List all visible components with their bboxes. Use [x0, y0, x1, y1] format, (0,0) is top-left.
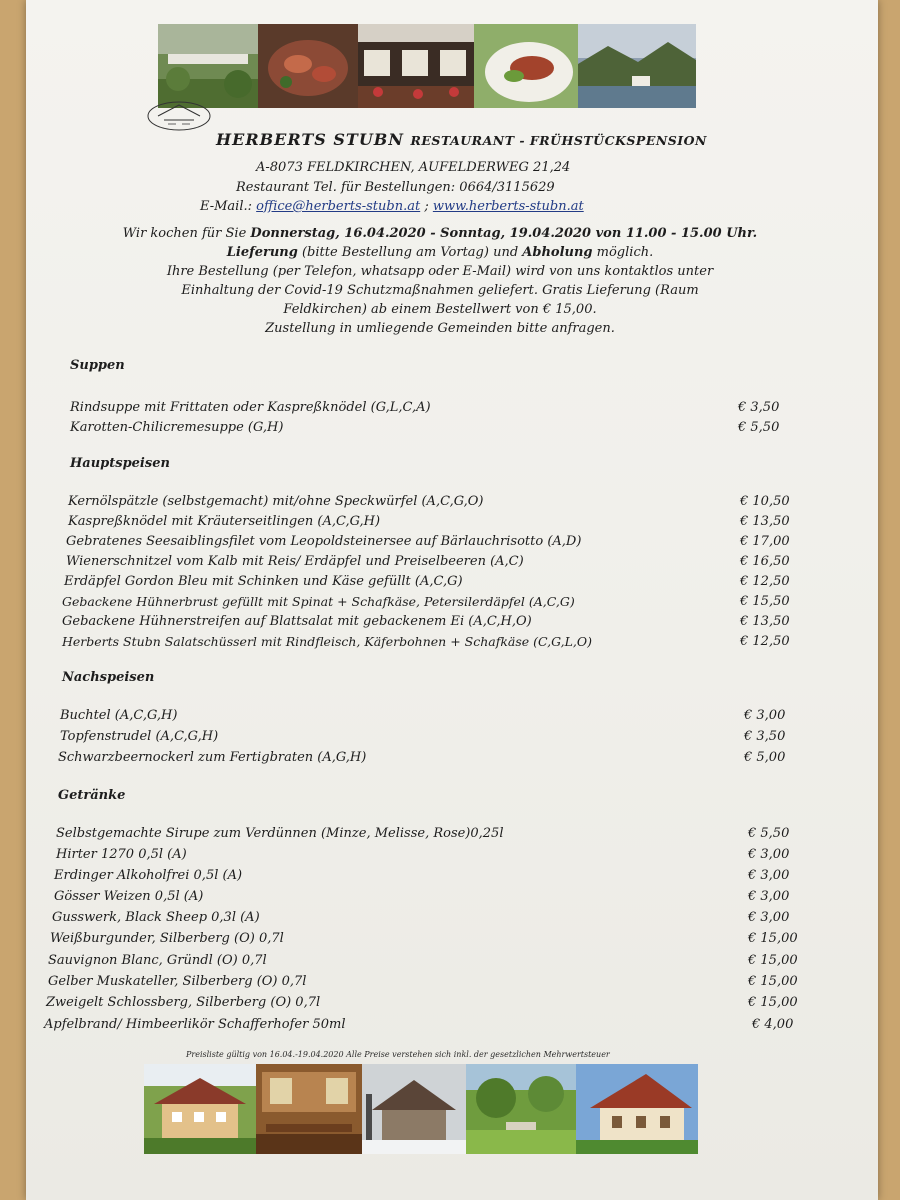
item-name: Gebackene Hühnerbrust gefüllt mit Spinat + Schafkäse, Petersilerdäpfel (A,C,G): [62, 594, 575, 609]
item-price: € 5,50: [738, 420, 780, 435]
website-link[interactable]: www.herberts-stubn.at: [432, 199, 584, 214]
email-line: [200, 199, 584, 214]
item-name: Weißburgunder, Silberberg (O) 0,7l: [50, 931, 284, 946]
item-price: € 3,00: [744, 708, 786, 723]
inn-exterior-photo: [576, 1064, 698, 1154]
dish-plate-photo: [474, 24, 578, 108]
menu-item: [62, 634, 802, 654]
item-name: Gusswerk, Black Sheep 0,3l (A): [52, 910, 260, 925]
food-platter-photo: [258, 24, 358, 108]
menu-item: [60, 708, 800, 728]
bottom-photo-strip: [144, 1064, 698, 1154]
item-name: Selbstgemachte Sirupe zum Verdünnen (Minze, Melisse, Rose)0,25l: [56, 826, 504, 841]
menu-item: [54, 868, 806, 888]
item-price: € 13,50: [740, 514, 790, 529]
item-price: € 3,00: [748, 910, 790, 925]
item-price: € 15,00: [748, 953, 798, 968]
section-heading-suppen: Suppen: [70, 358, 125, 373]
item-price: € 17,00: [740, 534, 790, 549]
item-name: Karotten-Chilicremesuppe (G,H): [70, 420, 284, 435]
item-name: Apfelbrand/ Himbeerlikör Schafferhofer 50ml: [44, 1017, 346, 1032]
item-name: Buchtel (A,C,G,H): [60, 708, 178, 723]
section-heading-nachspeisen: Nachspeisen: [62, 670, 155, 685]
menu-item: [48, 974, 806, 994]
menu-item: [64, 574, 798, 594]
item-price: € 12,50: [740, 634, 790, 649]
wooden-facade-photo: [358, 24, 474, 108]
menu-item: [58, 750, 800, 770]
email-link[interactable]: office@herberts-stubn.at: [256, 199, 421, 214]
top-photo-strip: [158, 24, 696, 108]
item-price: € 15,00: [748, 931, 798, 946]
price-validity-footnote: Preisliste gültig von 16.04.-19.04.2020 Alle Preise verstehen sich inkl. der gesetzlichen Mehrwertsteuer: [186, 1050, 610, 1059]
menu-item: [56, 826, 806, 846]
garden-photo: [466, 1064, 576, 1154]
section-heading-getraenke: Getränke: [58, 788, 126, 803]
notice-line-1: [70, 224, 810, 243]
menu-item: [60, 729, 800, 749]
separator: ;: [420, 199, 433, 214]
item-name: Topfenstrudel (A,C,G,H): [60, 729, 219, 744]
item-name: Gelber Muskateller, Silberberg (O) 0,7l: [48, 974, 307, 989]
notice-text: Wir kochen für Sie: [122, 226, 251, 241]
notice-line-4: Einhaltung der Covid-19 Schutzmaßnahmen geliefert. Gratis Lieferung (Raum: [181, 283, 699, 298]
menu-item: [66, 554, 798, 574]
item-name: Rindsuppe mit Frittaten oder Kaspreßknödel (G,L,C,A): [70, 400, 431, 415]
item-name: Zweigelt Schlossberg, Silberberg (O) 0,7l: [46, 995, 321, 1010]
item-name: Herberts Stubn Salatschüsserl mit Rindfleisch, Käferbohnen + Schafkäse (C,G,L,O): [62, 634, 593, 649]
item-price: € 10,50: [740, 494, 790, 509]
address-line: A-8073 FELDKIRCHEN, AUFELDERWEG 21,24: [256, 160, 571, 175]
item-name: Erdäpfel Gordon Bleu mit Schinken und Käse gefüllt (A,C,G): [64, 574, 463, 589]
item-price: € 3,50: [744, 729, 786, 744]
menu-item: [50, 931, 806, 951]
notice-dates: Donnerstag, 16.04.2020 - Sonntag, 19.04.2020 von 11.00 - 15.00 Uhr.: [250, 226, 758, 241]
notice-text: möglich.: [592, 245, 654, 260]
item-name: Gebratenes Seesaiblingsfilet vom Leopoldsteinersee auf Bärlauchrisotto (A,D): [66, 534, 582, 549]
lake-landscape-photo: [578, 24, 696, 108]
winter-house-photo: [362, 1064, 466, 1154]
section-heading-hauptspeisen: Hauptspeisen: [70, 456, 170, 471]
menu-item: [70, 420, 790, 440]
item-name: Kernölspätzle (selbstgemacht) mit/ohne Speckwürfel (A,C,G,O): [68, 494, 484, 509]
item-name: Gebackene Hühnerstreifen auf Blattsalat mit gebackenem Ei (A,C,H,O): [62, 614, 532, 629]
item-name: Schwarzbeernockerl zum Fertigbraten (A,G,H): [58, 750, 367, 765]
dining-room-photo: [256, 1064, 362, 1154]
item-price: € 5,50: [748, 826, 790, 841]
item-name: Sauvignon Blanc, Gründl (O) 0,7l: [48, 953, 267, 968]
phone-line: Restaurant Tel. für Bestellungen: 0664/3115629: [236, 180, 555, 195]
restaurant-title: [216, 130, 707, 149]
menu-item: [70, 400, 790, 420]
item-price: € 3,00: [748, 847, 790, 862]
restaurant-subtitle: RESTAURANT - FRÜHSTÜCKSPENSION: [410, 133, 707, 148]
menu-item: [52, 910, 806, 930]
notice-line-3: Ihre Bestellung (per Telefon, whatsapp oder E-Mail) wird von uns kontaktlos unter: [166, 264, 714, 279]
item-price: € 3,00: [748, 889, 790, 904]
item-price: € 13,50: [740, 614, 790, 629]
notice-line-5: Feldkirchen) ab einem Bestellwert von € 15,00.: [283, 302, 597, 317]
item-price: € 5,00: [744, 750, 786, 765]
item-price: € 12,50: [740, 574, 790, 589]
item-price: € 15,00: [748, 974, 798, 989]
item-price: € 4,00: [752, 1017, 794, 1032]
service-notice: [70, 224, 810, 338]
item-price: € 3,00: [748, 868, 790, 883]
item-name: Gösser Weizen 0,5l (A): [54, 889, 204, 904]
menu-item: [62, 594, 798, 614]
restaurant-name: HERBERTS STUBN: [216, 130, 404, 149]
garden-terrace-photo: [158, 24, 258, 108]
notice-pickup: Abholung: [522, 245, 593, 260]
item-price: € 16,50: [740, 554, 790, 569]
item-name: Erdinger Alkoholfrei 0,5l (A): [54, 868, 243, 883]
menu-item: [54, 889, 806, 909]
menu-item: [62, 614, 798, 634]
item-price: € 15,50: [740, 594, 790, 609]
menu-item: [68, 514, 798, 534]
menu-item: [66, 534, 798, 554]
notice-line-6: Zustellung in umliegende Gemeinden bitte anfragen.: [265, 321, 615, 336]
menu-item: [56, 847, 806, 867]
notice-line-2: [70, 243, 810, 262]
item-name: Kaspreßknödel mit Kräuterseitlingen (A,C,G,H): [68, 514, 381, 529]
guesthouse-exterior-photo: [144, 1064, 256, 1154]
item-price: € 3,50: [738, 400, 780, 415]
item-price: € 15,00: [748, 995, 798, 1010]
item-name: Hirter 1270 0,5l (A): [56, 847, 187, 862]
menu-item: [44, 1017, 806, 1037]
item-name: Wienerschnitzel vom Kalb mit Reis/ Erdäpfel und Preiselbeeren (A,C): [66, 554, 524, 569]
notice-text: (bitte Bestellung am Vortag) und: [297, 245, 523, 260]
menu-item: [68, 494, 798, 514]
restaurant-logo: [146, 100, 212, 132]
menu-item: [48, 953, 806, 973]
notice-delivery: Lieferung: [226, 245, 298, 260]
email-prefix: E-Mail.:: [200, 199, 257, 214]
menu-item: [46, 995, 806, 1015]
